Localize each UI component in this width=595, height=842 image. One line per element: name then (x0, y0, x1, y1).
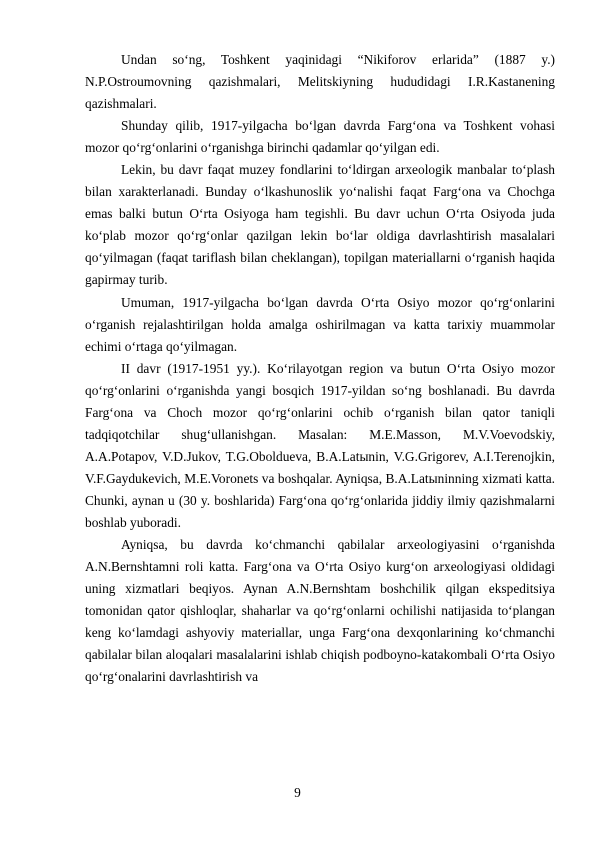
paragraph-2: Shunday qilib, 1917-yilgacha bo‘lgan davrda Farg‘ona va Toshkent vohasi mozor qo‘rg‘onlarini o‘rganishga birinchi qadamlar qo‘yilgan edi. (85, 118, 555, 156)
paragraph-3: Lekin, bu davr faqat muzey fondlarini to‘ldirgan arxeologik manbalar to‘plash bilan xarakterlanadi. Bunday o‘lkashunoslik yo‘nalishi faqat Farg‘ona va Chochga emas balki butun O‘rta Osiyoga ham tegishli. Bu davr uchun O‘rta Osiyoda juda ko‘plab mozor qo‘rg‘onlar qazilgan lekin bo‘lar oldiga davrlashtirish masalalari qo‘yilmagan (faqat tariflash bilan cheklangan), topilgan materiallarni o‘rganish haqida gapirmay turib. (85, 162, 555, 288)
paragraph-6: Ayniqsa, bu davrda ko‘chmanchi qabilalar arxeologiyasini o‘rganishda A.N.Bernshtamni roli katta. Farg‘ona va O‘rta Osiyo kurg‘on arxeologiyasi oldidagi uning xizmatlari beqiyos. Aynan A.N.Bernshtam boshchilik qilgan ekspeditsiya tomonidan qator qishloqlar, shaharlar va qo‘rg‘onlarni ochilishi natijasida to‘plangan keng ko‘lamdagi ashyoviy materiallar, unga Farg‘ona dexqonlarining ko‘chmanchi qabilalar bilan aloqalari masalalarini ishlab chiqish podboyno-katakombali O‘rta Osiyo qo‘rg‘onalarini davrlashtirish va (85, 537, 555, 685)
paragraph-5: II davr (1917-1951 yy.). Ko‘rilayotgan region va butun O‘rta Osiyo mozor qo‘rg‘onlarini o‘rganishda yangi bosqich 1917-yildan so‘ng boshlanadi. Bu davrda Farg‘ona va Choch mozor qo‘rg‘onlarini ochib o‘rganish bilan qator taniqli tadqiqotchilar shug‘ullanishgan. Masalan: M.E.Masson, M.V.Voevodskiy, A.A.Potapov, V.D.Jukov, T.G.Obolduevа, B.A.Latыnin, V.G.Grigorev, A.I.Terenojkin, V.F.Gaydukevich, M.E.Voronets va boshqalar. Ayniqsa, B.A.Latыninning xizmati katta. Chunki, aynan u (30 y. boshlarida) Farg‘ona qo‘rg‘onlarida jiddiy ilmiy qazishmalarni boshlab yuboradi. (85, 360, 555, 530)
paragraph-1: Undan so‘ng, Toshkent yaqinidagi “Nikiforov erlarida” (1887 y.) N.P.Ostroumovning qazishmalari, Melitskiyning hududidagi I.R.Kastanening qazishmalari. (85, 52, 555, 112)
page-number: 9 (294, 785, 301, 800)
paragraph-4: Umuman, 1917-yilgacha bo‘lgan davrda O‘rta Osiyo mozor qo‘rg‘onlarini o‘rganish rejalashtirilgan holda amalga oshirilmagan va katta tarixiy muammolar echimi o‘rtaga qo‘yilmagan. (85, 294, 555, 354)
body-text (85, 49, 555, 688)
